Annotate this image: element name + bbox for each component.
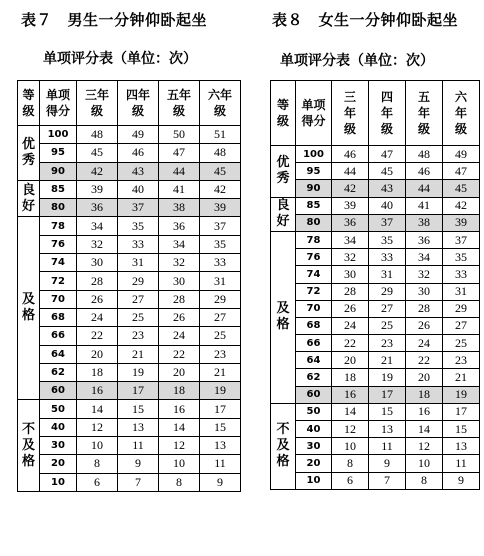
value-cell-grade-4: 19 — [118, 363, 159, 381]
value-cell-grade-5: 46 — [406, 163, 443, 180]
value-cell-grade-3: 22 — [77, 327, 118, 345]
value-cell-grade-4: 33 — [369, 249, 406, 266]
score-cell: 64 — [40, 345, 77, 363]
value-cell-grade-4: 40 — [369, 197, 406, 214]
score-cell: 62 — [296, 369, 332, 386]
header-grade-4: 四年级 — [118, 81, 159, 126]
score-cell: 95 — [296, 163, 332, 180]
value-cell-grade-6: 19 — [200, 382, 241, 400]
table-row — [18, 308, 241, 326]
header-grade: 等级 — [271, 81, 296, 146]
value-cell-grade-5: 47 — [159, 144, 200, 162]
value-cell-grade-5: 32 — [406, 266, 443, 283]
value-cell-grade-4: 13 — [118, 418, 159, 436]
grade-group-good: 良好 — [271, 197, 296, 231]
table-row — [271, 386, 480, 403]
score-cell: 78 — [40, 217, 77, 235]
value-cell-grade-5: 16 — [159, 400, 200, 418]
table-row — [18, 382, 241, 400]
table-header-row — [18, 81, 241, 126]
grade-group-good: 良好 — [18, 180, 40, 217]
value-cell-grade-4: 17 — [369, 386, 406, 403]
score-cell: 80 — [40, 199, 77, 217]
value-cell-grade-3: 26 — [77, 290, 118, 308]
value-cell-grade-5: 48 — [406, 146, 443, 163]
score-cell: 72 — [296, 283, 332, 300]
value-cell-grade-5: 10 — [406, 455, 443, 472]
table-row — [271, 352, 480, 369]
value-cell-grade-4: 25 — [369, 317, 406, 334]
value-cell-grade-3: 14 — [332, 403, 369, 420]
value-cell-grade-5: 12 — [406, 438, 443, 455]
score-cell: 30 — [40, 437, 77, 455]
value-cell-grade-6: 11 — [200, 455, 241, 473]
value-cell-grade-4: 19 — [369, 369, 406, 386]
value-cell-grade-5: 24 — [159, 327, 200, 345]
score-cell: 20 — [40, 455, 77, 473]
value-cell-grade-4: 37 — [118, 199, 159, 217]
value-cell-grade-6: 27 — [443, 317, 480, 334]
score-cell: 70 — [296, 300, 332, 317]
value-cell-grade-5: 41 — [159, 180, 200, 198]
value-cell-grade-6: 37 — [200, 217, 241, 235]
table-row — [271, 214, 480, 231]
value-cell-grade-6: 17 — [443, 403, 480, 420]
value-cell-grade-3: 30 — [332, 266, 369, 283]
header-grade-5: 五年级 — [159, 81, 200, 126]
value-cell-grade-4: 9 — [369, 455, 406, 472]
value-cell-grade-3: 45 — [77, 144, 118, 162]
table-row — [18, 199, 241, 217]
header-grade-3: 三年级 — [77, 81, 118, 126]
table-row — [18, 345, 241, 363]
score-cell: 85 — [40, 180, 77, 198]
value-cell-grade-6: 29 — [200, 290, 241, 308]
value-cell-grade-4: 31 — [369, 266, 406, 283]
value-cell-grade-4: 7 — [118, 473, 159, 491]
value-cell-grade-6: 11 — [443, 455, 480, 472]
score-cell: 30 — [296, 438, 332, 455]
value-cell-grade-3: 32 — [77, 235, 118, 253]
header-grade: 等级 — [18, 81, 40, 126]
table-row — [271, 455, 480, 472]
value-cell-grade-4: 7 — [369, 472, 406, 489]
value-cell-grade-3: 24 — [332, 317, 369, 334]
score-cell: 40 — [296, 421, 332, 438]
girls-table-subtitle: 单项评分表（单位：次） — [280, 53, 434, 69]
value-cell-grade-4: 45 — [369, 163, 406, 180]
grade-group-fail: 不及格 — [271, 403, 296, 489]
value-cell-grade-4: 31 — [118, 254, 159, 272]
value-cell-grade-4: 27 — [118, 290, 159, 308]
score-cell: 80 — [296, 214, 332, 231]
table-row — [18, 437, 241, 455]
value-cell-grade-3: 28 — [77, 272, 118, 290]
value-cell-grade-5: 26 — [159, 308, 200, 326]
value-cell-grade-4: 35 — [369, 231, 406, 248]
score-cell: 66 — [40, 327, 77, 345]
value-cell-grade-4: 17 — [118, 382, 159, 400]
value-cell-grade-6: 39 — [443, 214, 480, 231]
value-cell-grade-3: 8 — [332, 455, 369, 472]
score-cell: 10 — [296, 472, 332, 489]
value-cell-grade-6: 25 — [443, 335, 480, 352]
value-cell-grade-3: 10 — [77, 437, 118, 455]
table-row — [271, 283, 480, 300]
score-cell: 40 — [40, 418, 77, 436]
value-cell-grade-6: 42 — [443, 197, 480, 214]
value-cell-grade-6: 45 — [443, 180, 480, 197]
value-cell-grade-5: 32 — [159, 254, 200, 272]
table-row — [18, 235, 241, 253]
value-cell-grade-3: 6 — [332, 472, 369, 489]
value-cell-grade-4: 21 — [118, 345, 159, 363]
score-cell: 70 — [40, 290, 77, 308]
value-cell-grade-3: 36 — [332, 214, 369, 231]
score-cell: 60 — [296, 386, 332, 403]
value-cell-grade-4: 29 — [118, 272, 159, 290]
table-row — [271, 421, 480, 438]
value-cell-grade-6: 27 — [200, 308, 241, 326]
table-row — [271, 180, 480, 197]
grade-group-excellent: 优秀 — [271, 146, 296, 198]
value-cell-grade-4: 43 — [118, 162, 159, 180]
value-cell-grade-5: 22 — [406, 352, 443, 369]
value-cell-grade-5: 34 — [159, 235, 200, 253]
value-cell-grade-6: 35 — [200, 235, 241, 253]
value-cell-grade-6: 48 — [200, 144, 241, 162]
value-cell-grade-6: 13 — [443, 438, 480, 455]
table-row — [271, 146, 480, 163]
header-grade-6: 六年级 — [443, 81, 480, 146]
header-score: 单项得分 — [296, 81, 332, 146]
value-cell-grade-4: 11 — [118, 437, 159, 455]
score-cell: 50 — [296, 403, 332, 420]
value-cell-grade-5: 8 — [406, 472, 443, 489]
girls-table-title: 表８ 女生一分钟仰卧起坐 — [272, 11, 459, 29]
value-cell-grade-4: 29 — [369, 283, 406, 300]
score-cell: 50 — [40, 400, 77, 418]
boys-table-title: 表７ 男生一分钟仰卧起坐 — [21, 11, 208, 29]
score-cell: 90 — [40, 162, 77, 180]
score-cell: 68 — [296, 317, 332, 334]
value-cell-grade-3: 6 — [77, 473, 118, 491]
boys-table-subtitle: 单项评分表（单位：次） — [43, 51, 197, 67]
value-cell-grade-3: 39 — [332, 197, 369, 214]
score-cell: 72 — [40, 272, 77, 290]
value-cell-grade-3: 16 — [77, 382, 118, 400]
grade-group-pass: 及格 — [18, 217, 40, 400]
value-cell-grade-5: 16 — [406, 403, 443, 420]
table-row — [271, 403, 480, 420]
score-cell: 85 — [296, 197, 332, 214]
value-cell-grade-6: 42 — [200, 180, 241, 198]
value-cell-grade-5: 18 — [406, 386, 443, 403]
value-cell-grade-6: 31 — [200, 272, 241, 290]
header-grade-3: 三年级 — [332, 81, 369, 146]
value-cell-grade-6: 9 — [443, 472, 480, 489]
table-row — [271, 266, 480, 283]
score-cell: 76 — [40, 235, 77, 253]
value-cell-grade-4: 40 — [118, 180, 159, 198]
value-cell-grade-3: 22 — [332, 335, 369, 352]
table-row — [18, 162, 241, 180]
value-cell-grade-6: 15 — [200, 418, 241, 436]
score-cell: 95 — [40, 144, 77, 162]
value-cell-grade-5: 12 — [159, 437, 200, 455]
boys-score-table — [17, 80, 241, 492]
value-cell-grade-4: 47 — [369, 146, 406, 163]
value-cell-grade-5: 50 — [159, 126, 200, 144]
value-cell-grade-6: 23 — [200, 345, 241, 363]
value-cell-grade-6: 15 — [443, 421, 480, 438]
value-cell-grade-5: 30 — [406, 283, 443, 300]
value-cell-grade-4: 15 — [369, 403, 406, 420]
header-grade-5: 五年级 — [406, 81, 443, 146]
value-cell-grade-3: 20 — [332, 352, 369, 369]
value-cell-grade-5: 38 — [159, 199, 200, 217]
value-cell-grade-6: 33 — [200, 254, 241, 272]
table-row — [271, 438, 480, 455]
value-cell-grade-4: 46 — [118, 144, 159, 162]
table-row — [18, 363, 241, 381]
table-row — [271, 231, 480, 248]
value-cell-grade-6: 9 — [200, 473, 241, 491]
value-cell-grade-5: 28 — [159, 290, 200, 308]
value-cell-grade-4: 23 — [369, 335, 406, 352]
score-cell: 90 — [296, 180, 332, 197]
value-cell-grade-3: 44 — [332, 163, 369, 180]
value-cell-grade-6: 51 — [200, 126, 241, 144]
table-row — [271, 163, 480, 180]
value-cell-grade-6: 37 — [443, 231, 480, 248]
value-cell-grade-5: 26 — [406, 317, 443, 334]
table-row — [18, 144, 241, 162]
score-cell: 100 — [296, 146, 332, 163]
value-cell-grade-3: 20 — [77, 345, 118, 363]
table-row — [18, 180, 241, 198]
value-cell-grade-5: 14 — [406, 421, 443, 438]
score-cell: 10 — [40, 473, 77, 491]
header-score: 单项得分 — [40, 81, 77, 126]
value-cell-grade-5: 44 — [159, 162, 200, 180]
value-cell-grade-6: 21 — [443, 369, 480, 386]
table-row — [18, 400, 241, 418]
table-row — [271, 249, 480, 266]
value-cell-grade-3: 24 — [77, 308, 118, 326]
value-cell-grade-3: 8 — [77, 455, 118, 473]
score-cell: 76 — [296, 249, 332, 266]
grade-group-pass: 及格 — [271, 231, 296, 403]
table-header-row — [271, 81, 480, 146]
value-cell-grade-6: 17 — [200, 400, 241, 418]
value-cell-grade-6: 13 — [200, 437, 241, 455]
score-cell: 74 — [40, 254, 77, 272]
table-row — [271, 317, 480, 334]
value-cell-grade-3: 26 — [332, 300, 369, 317]
value-cell-grade-4: 13 — [369, 421, 406, 438]
value-cell-grade-6: 45 — [200, 162, 241, 180]
score-cell: 74 — [296, 266, 332, 283]
value-cell-grade-4: 15 — [118, 400, 159, 418]
table-row — [18, 290, 241, 308]
value-cell-grade-4: 37 — [369, 214, 406, 231]
value-cell-grade-6: 31 — [443, 283, 480, 300]
table-row — [271, 197, 480, 214]
value-cell-grade-5: 38 — [406, 214, 443, 231]
score-cell: 100 — [40, 126, 77, 144]
value-cell-grade-5: 34 — [406, 249, 443, 266]
value-cell-grade-6: 35 — [443, 249, 480, 266]
value-cell-grade-3: 28 — [332, 283, 369, 300]
score-cell: 78 — [296, 231, 332, 248]
value-cell-grade-3: 16 — [332, 386, 369, 403]
value-cell-grade-6: 25 — [200, 327, 241, 345]
value-cell-grade-5: 22 — [159, 345, 200, 363]
value-cell-grade-4: 33 — [118, 235, 159, 253]
table-row — [18, 473, 241, 491]
girls-score-table — [270, 80, 480, 490]
grade-group-excellent: 优秀 — [18, 126, 40, 181]
value-cell-grade-6: 19 — [443, 386, 480, 403]
value-cell-grade-5: 41 — [406, 197, 443, 214]
value-cell-grade-3: 34 — [77, 217, 118, 235]
value-cell-grade-6: 49 — [443, 146, 480, 163]
value-cell-grade-5: 20 — [406, 369, 443, 386]
value-cell-grade-5: 44 — [406, 180, 443, 197]
table-row — [18, 272, 241, 290]
header-grade-4: 四年级 — [369, 81, 406, 146]
value-cell-grade-5: 28 — [406, 300, 443, 317]
value-cell-grade-4: 25 — [118, 308, 159, 326]
value-cell-grade-5: 8 — [159, 473, 200, 491]
value-cell-grade-6: 23 — [443, 352, 480, 369]
table-row — [271, 472, 480, 489]
value-cell-grade-6: 29 — [443, 300, 480, 317]
value-cell-grade-5: 18 — [159, 382, 200, 400]
value-cell-grade-5: 24 — [406, 335, 443, 352]
value-cell-grade-4: 23 — [118, 327, 159, 345]
value-cell-grade-3: 10 — [332, 438, 369, 455]
value-cell-grade-5: 36 — [406, 231, 443, 248]
value-cell-grade-4: 49 — [118, 126, 159, 144]
value-cell-grade-3: 46 — [332, 146, 369, 163]
table-row — [271, 300, 480, 317]
value-cell-grade-5: 14 — [159, 418, 200, 436]
score-cell: 66 — [296, 335, 332, 352]
score-cell: 64 — [296, 352, 332, 369]
value-cell-grade-5: 10 — [159, 455, 200, 473]
value-cell-grade-3: 12 — [332, 421, 369, 438]
value-cell-grade-3: 42 — [332, 180, 369, 197]
value-cell-grade-3: 34 — [332, 231, 369, 248]
grade-group-fail: 不及格 — [18, 400, 40, 491]
value-cell-grade-6: 33 — [443, 266, 480, 283]
value-cell-grade-5: 30 — [159, 272, 200, 290]
value-cell-grade-4: 27 — [369, 300, 406, 317]
table-row — [18, 217, 241, 235]
value-cell-grade-3: 48 — [77, 126, 118, 144]
score-cell: 68 — [40, 308, 77, 326]
value-cell-grade-5: 36 — [159, 217, 200, 235]
value-cell-grade-3: 36 — [77, 199, 118, 217]
value-cell-grade-3: 18 — [332, 369, 369, 386]
value-cell-grade-6: 21 — [200, 363, 241, 381]
score-cell: 20 — [296, 455, 332, 472]
table-row — [271, 335, 480, 352]
score-cell: 60 — [40, 382, 77, 400]
table-row — [271, 369, 480, 386]
value-cell-grade-4: 43 — [369, 180, 406, 197]
value-cell-grade-3: 39 — [77, 180, 118, 198]
value-cell-grade-3: 30 — [77, 254, 118, 272]
value-cell-grade-3: 14 — [77, 400, 118, 418]
table-row — [18, 327, 241, 345]
header-grade-6: 六年级 — [200, 81, 241, 126]
value-cell-grade-3: 12 — [77, 418, 118, 436]
value-cell-grade-4: 11 — [369, 438, 406, 455]
value-cell-grade-5: 20 — [159, 363, 200, 381]
table-row — [18, 455, 241, 473]
value-cell-grade-3: 32 — [332, 249, 369, 266]
value-cell-grade-3: 42 — [77, 162, 118, 180]
value-cell-grade-6: 47 — [443, 163, 480, 180]
table-row — [18, 418, 241, 436]
value-cell-grade-3: 18 — [77, 363, 118, 381]
table-row — [18, 254, 241, 272]
table-row — [18, 126, 241, 144]
value-cell-grade-4: 21 — [369, 352, 406, 369]
score-cell: 62 — [40, 363, 77, 381]
value-cell-grade-4: 35 — [118, 217, 159, 235]
value-cell-grade-6: 39 — [200, 199, 241, 217]
value-cell-grade-4: 9 — [118, 455, 159, 473]
